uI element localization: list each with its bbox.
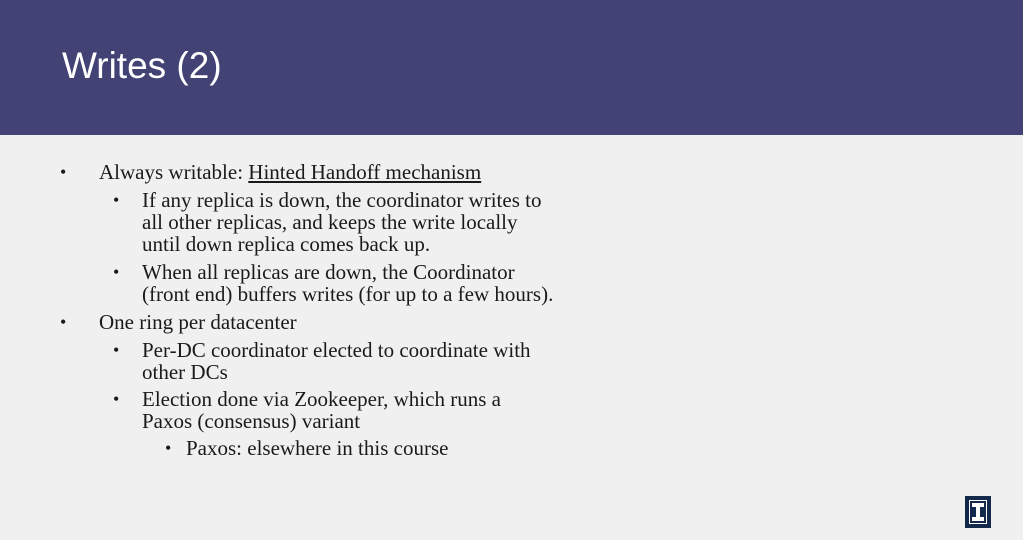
block-i-logo-icon <box>965 496 991 528</box>
slide-title: Writes (2) <box>62 45 222 86</box>
block-i-glyph-icon <box>971 502 985 522</box>
bullet-prefix: Always writable: <box>99 160 249 184</box>
bullet-line: If any replica is down, the coordinator writes to <box>142 188 542 212</box>
bullet-text: Paxos: elsewhere in this course <box>186 436 449 460</box>
title-bar <box>0 0 1023 135</box>
logo-frame <box>969 500 987 524</box>
bullet-marker: • <box>113 262 120 282</box>
bullet-text <box>99 161 481 183</box>
bullet-line: Election done via Zookeeper, which runs a <box>142 387 501 411</box>
bullet-marker: • <box>165 438 172 458</box>
bullet-line: (front end) buffers writes (for up to a few hours). <box>142 282 554 306</box>
bullet-line: all other replicas, and keeps the write locally <box>142 210 518 234</box>
bullet-line: Paxos (consensus) variant <box>142 409 361 433</box>
bullet-marker: • <box>113 340 120 360</box>
bullet-line: other DCs <box>142 360 228 384</box>
bullet-text: One ring per datacenter <box>99 310 297 334</box>
bullet-line: Per-DC coordinator elected to coordinate with <box>142 338 531 362</box>
bullet-marker: • <box>60 312 67 332</box>
bullet-line: until down replica comes back up. <box>142 232 431 256</box>
bullet-line: When all replicas are down, the Coordinator <box>142 260 515 284</box>
hinted-handoff-link[interactable]: Hinted Handoff mechanism <box>248 160 482 184</box>
bullet-marker: • <box>60 162 67 182</box>
bullet-marker: • <box>113 389 120 409</box>
bullet-marker: • <box>113 190 120 210</box>
